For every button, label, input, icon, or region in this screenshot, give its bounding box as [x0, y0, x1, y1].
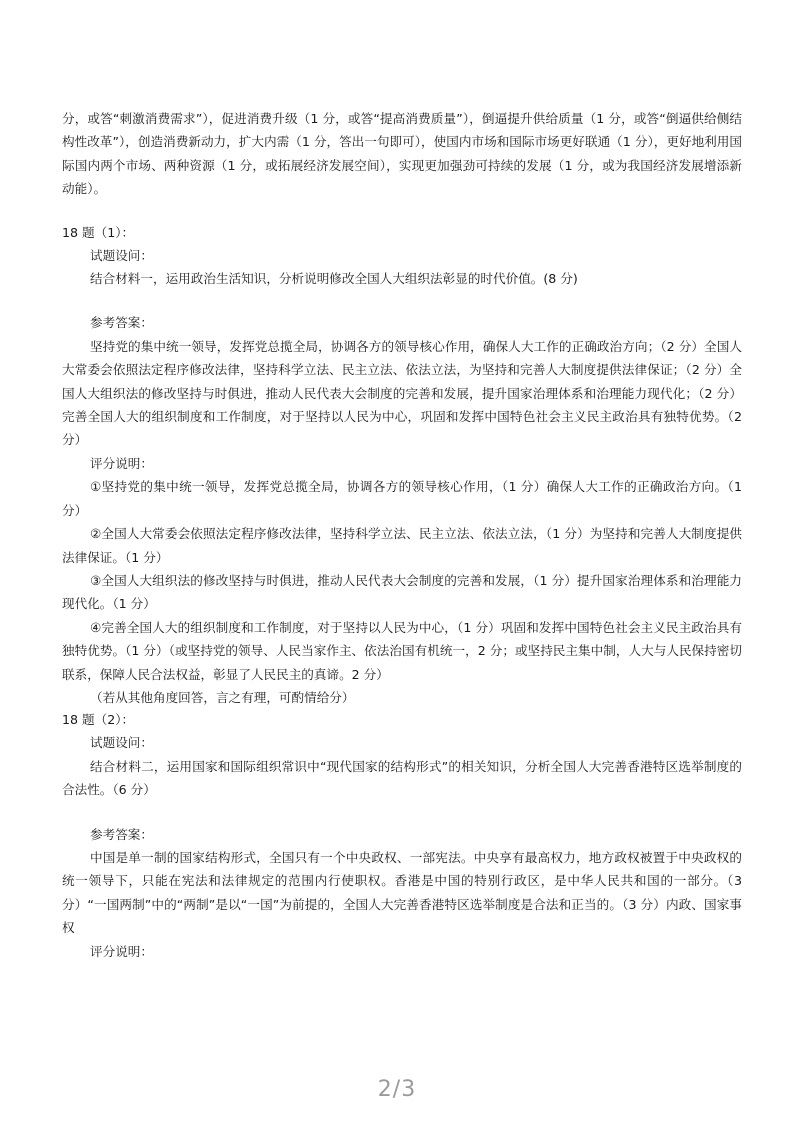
document-page [62, 107, 742, 963]
scoring-item: ④完善全国人大的组织制度和工作制度，对于坚持以人民为中心，（1 分）巩固和发挥中国特色社会主义民主政治具有独特优势。（1 分）（或坚持党的领导、人民当家作主、依法治国有机统一，2 分；或坚持民主集中制，人大与人民保持密切联系，保障人民合法权益，彰显了人民民主的真谛。2 分） [62, 619, 742, 682]
question-heading: 18 题（1）： [62, 224, 135, 240]
answer-text: 中国是单一制的国家结构形式，全国只有一个中央政权、一部宪法。中央享有最高权力，地方政权被置于中央政权的统一领导下，只能在宪法和法律规定的范围内行使职权。香港是中国的特别行政区，是中华人民共和国的一部分。（3 分）“一国两制”中的“两制”是以“一国”为前提的，全国人大完善香港特区选举制度是合法和正当的。（3 分）内政、国家事权 [62, 849, 742, 936]
question-18-part-1 [62, 222, 742, 710]
question-label: 试题设问： [90, 735, 153, 751]
question-heading: 18 题（2）： [62, 712, 135, 728]
page-indicator: 2/3 [377, 1077, 417, 1102]
answer-label: 参考答案： [90, 315, 153, 331]
question-label: 试题设问： [90, 247, 153, 263]
question-18-part-2 [62, 709, 742, 963]
answer-text: 坚持党的集中统一领导，发挥党总揽全局，协调各方的领导核心作用，确保人大工作的正确政治方向；（2 分）全国人大常委会依照法定程序修改法律，坚持科学立法、民主立法、依法立法，为坚持和完善人大制度提供法律保证；（2 分）全国人大组织法的修改坚持与时俱进，推动人民代表大会制度的完善和发展，提升国家治理体系和治理能力现代化；（2 分）完善全国人大的组织制度和工作制度，对于坚持以人民为中心，巩固和发挥中国特色社会主义民主政治具有独特优势。（2 分） [62, 338, 742, 448]
answer-label: 参考答案： [90, 826, 153, 842]
intro-paragraph: 分，或答“刺激消费需求”），促进消费升级（1 分，或答“提高消费质量”），倒逼提升供给质量（1 分，或答“倒逼供给侧结构性改革”），创造消费新动力，扩大内需（1 分，答出一句即可），使国内市场和国际市场更好联通（1 分），更好地利用国际国内两个市场、两种资源（1 分，或拓展经济发展空间），实现更加强劲可持续的发展（1 分，或为我国经济发展增添新动能）。 [62, 111, 742, 197]
scoring-item: ①坚持党的集中统一领导，发挥党总揽全局，协调各方的领导核心作用，（1 分）确保人大工作的正确政治方向。（1 分） [62, 479, 742, 518]
scoring-label: 评分说明： [90, 455, 153, 471]
scoring-item: ②全国人大常委会依照法定程序修改法律，坚持科学立法、民主立法、依法立法，（1 分）为坚持和完善人大制度提供法律保证。（1 分） [62, 526, 742, 565]
scoring-item: ③全国人大组织法的修改坚持与时俱进，推动人民代表大会制度的完善和发展，（1 分）提升国家治理体系和治理能力现代化。（1 分） [62, 572, 742, 612]
scoring-note: （若从其他角度回答，言之有理，可酌情给分） [90, 689, 355, 705]
question-text: 结合材料一，运用政治生活知识，分析说明修改全国人大组织法彰显的时代价值。(8 分) [90, 271, 578, 287]
question-text: 结合材料二，运用国家和国际组织常识中“现代国家的结构形式”的相关知识，分析全国人大完善香港特区选举制度的合法性。（6 分） [62, 758, 742, 798]
scoring-label: 评分说明： [90, 943, 153, 959]
